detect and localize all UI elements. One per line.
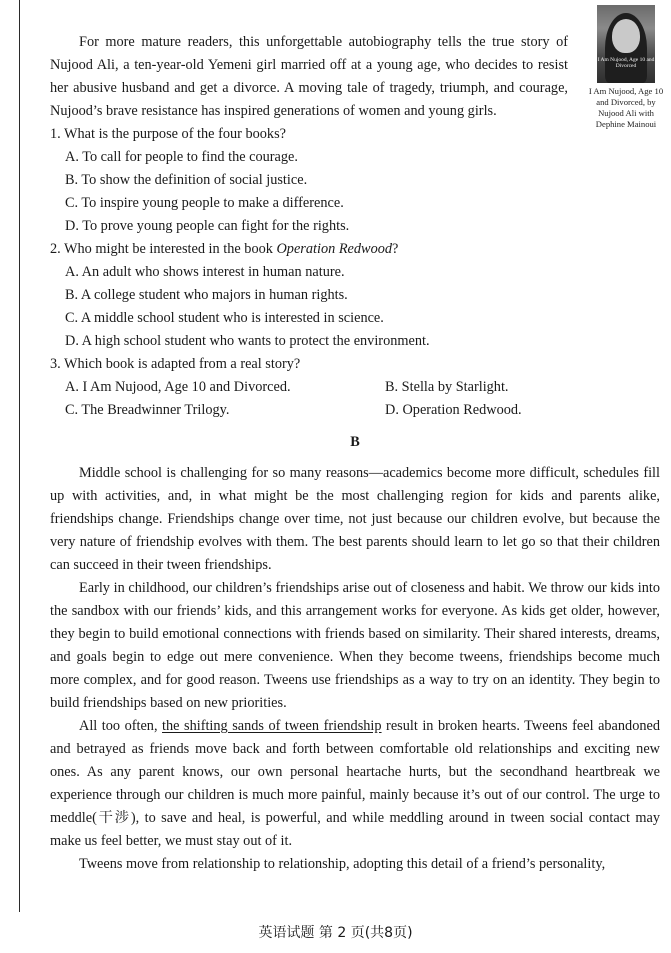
- option-c: C. The Breadwinner Trilogy.: [65, 402, 230, 418]
- question-3: [50, 353, 660, 422]
- question-1: [50, 123, 660, 238]
- option-b: B. Stella by Starlight.: [385, 379, 509, 395]
- option-b: B. A college student who majors in human rights.: [65, 287, 348, 303]
- passage-paragraph-4: Tweens move from relationship to relationship, adopting this detail of a friend’s personality,: [79, 856, 606, 872]
- book-cover-caption: I Am Nujood, Age 10 and Divorced, by Nujood Ali with Dephine Mainoui: [588, 86, 664, 129]
- question-stem: 2. Who might be interested in the book Operation Redwood?: [50, 241, 399, 257]
- option-d: D. A high school student who wants to protect the environment.: [65, 333, 430, 349]
- binding-margin-line: [19, 0, 20, 912]
- option-c: C. A middle school student who is interested in science.: [65, 310, 384, 326]
- option-a: A. To call for people to find the courage.: [65, 149, 298, 165]
- question-stem: 1. What is the purpose of the four books?: [50, 126, 286, 142]
- option-a: A. I Am Nujood, Age 10 and Divorced.: [65, 379, 291, 395]
- intro-paragraph: For more mature readers, this unforgettable autobiography tells the true story of Nujood Ali, a ten-year-old Yemeni girl married off at a young age, who decides to resist her abusive husband and get a divorce. A moving tale of tragedy, triumph, and courage, Nujood’s brave resistance has inspired generations of women and young girls.: [50, 34, 568, 119]
- passage-paragraph-2: Early in childhood, our children’s friendships arise out of closeness and habit. We throw our kids into the sandbox with our friends’ kids, and this arrangement works for everyone. As kids get older, however, they begin to build emotional connections with friends based on similarity. Their shared interests, dreams, and goals begin to edge out mere convenience. When they become tweens, friendships become much more complex, and for good reason. Tweens use friendships as a way to try on an identity. They begin to build friendships based on new priorities.: [50, 580, 660, 711]
- book-title-italic: Operation Redwood: [276, 241, 393, 257]
- option-b: B. To show the definition of social justice.: [65, 172, 308, 188]
- option-d: D. To prove young people can fight for the rights.: [65, 218, 350, 234]
- passage-paragraph-1: Middle school is challenging for so many reasons—academics become more difficult, schedules fill up with activities, and, in what might be the most challenging region for kids and parents alike, friendships change. Friendships change over time, not just because our children evolve, but because the very nature of friendship evolves with them. The best parents should learn to let go so that their children can succeed in their tween friendships.: [50, 465, 660, 573]
- question-2: [50, 238, 660, 353]
- book-cover-title: I Am Nujood, Age 10 and Divorced: [597, 57, 655, 69]
- section-b-heading: B: [350, 434, 360, 450]
- question-stem: 3. Which book is adapted from a real story?: [50, 356, 301, 372]
- option-c: C. To inspire young people to make a difference.: [65, 195, 344, 211]
- option-a: A. An adult who shows interest in human nature.: [65, 264, 345, 280]
- exam-page: [50, 31, 660, 876]
- page-footer: 英语试题 第 2 页(共8页): [258, 925, 413, 941]
- option-d: D. Operation Redwood.: [385, 402, 522, 418]
- underlined-phrase: the shifting sands of tween friendship: [162, 718, 382, 734]
- passage-paragraph-3: All too often, the shifting sands of tween friendship result in broken hearts. Tweens feel abandoned and betrayed as friends move back and forth between comfortable old relationships and exciting new ones. As any parent knows, our own personal heartache hurts, but the secondhand heartbreak we experience through our children is much more painful, mainly because it’s out of our control. The urge to meddle(干涉), to save and heal, is powerful, and while meddling around in tween social contact may make us feel better, we must stay out of it.: [50, 718, 660, 849]
